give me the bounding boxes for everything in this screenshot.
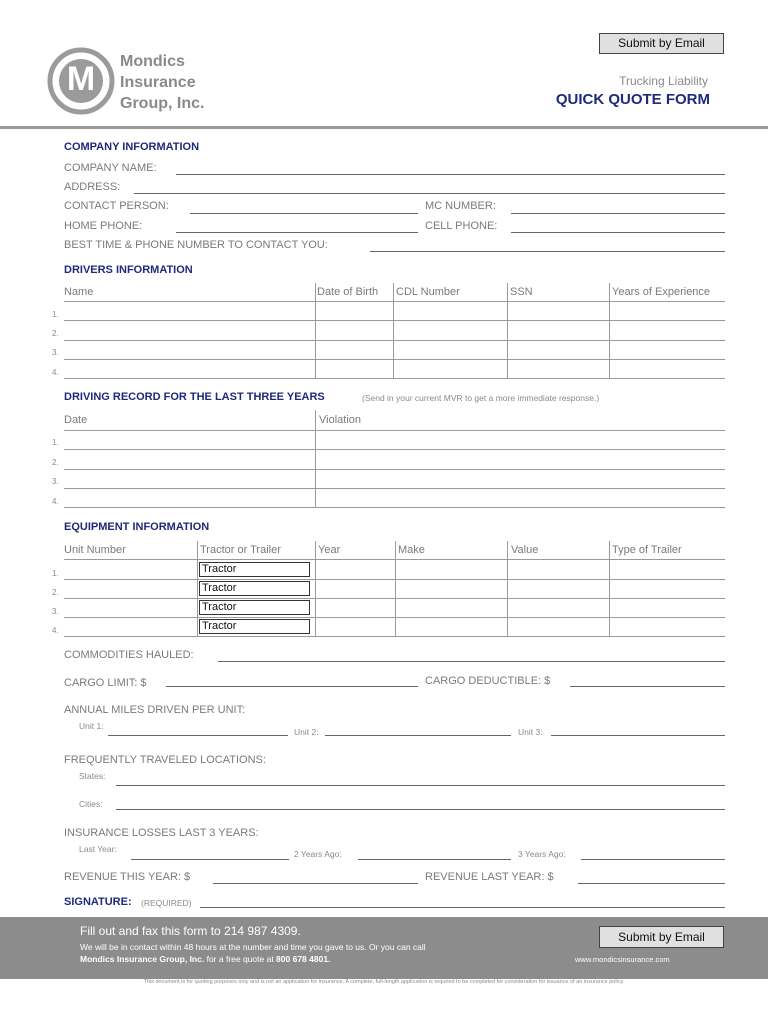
equip-row[interactable] <box>64 598 725 599</box>
drivers-col-divider <box>609 283 610 379</box>
footer-fax-line: Fill out and fax this form to 214 987 4309. <box>80 924 301 938</box>
signature-field[interactable] <box>200 907 725 908</box>
equip-row[interactable] <box>64 579 725 580</box>
record-row[interactable] <box>64 488 725 489</box>
label-unit3: Unit 3: <box>518 727 543 737</box>
label-losses: INSURANCE LOSSES LAST 3 YEARS: <box>64 827 259 839</box>
footer-bar <box>0 917 768 979</box>
record-col-violation: Violation <box>319 414 361 426</box>
home-phone-field[interactable] <box>176 232 418 233</box>
logo-text-line2: Insurance <box>120 74 196 91</box>
label-cities: Cities: <box>79 799 103 809</box>
drivers-row-number: 1. <box>52 310 59 319</box>
drivers-col-ssn: SSN <box>510 286 533 298</box>
section-equipment-info: EQUIPMENT INFORMATION <box>64 521 210 533</box>
drivers-col-experience: Years of Experience <box>612 286 711 298</box>
equip-col-make: Make <box>398 544 425 556</box>
equip-col-value: Value <box>511 544 539 556</box>
label-cell-phone: CELL PHONE: <box>425 220 498 232</box>
tractor-trailer-select[interactable]: Tractor <box>199 581 310 596</box>
drivers-col-divider <box>507 283 508 379</box>
footer-company-name: Mondics Insurance Group, Inc. <box>80 954 205 964</box>
record-col-divider <box>315 410 316 508</box>
label-unit1: Unit 1: <box>79 721 104 731</box>
footer-quote-line <box>80 954 330 964</box>
equip-row-number: 3. <box>52 607 59 616</box>
label-cargo-deductible: CARGO DEDUCTIBLE: $ <box>425 675 551 687</box>
equip-col-year: Year <box>318 544 341 556</box>
unit3-miles-field[interactable] <box>551 735 725 736</box>
drivers-row[interactable] <box>64 359 725 360</box>
label-states: States: <box>79 771 106 781</box>
label-cargo-limit: CARGO LIMIT: $ <box>64 677 147 689</box>
record-row-number: 4. <box>52 497 59 506</box>
unit1-miles-field[interactable] <box>108 735 288 736</box>
revenue-this-year-field[interactable] <box>213 883 418 884</box>
commodities-field[interactable] <box>218 661 725 662</box>
label-two-years: 2 Years Ago: <box>294 849 342 859</box>
equip-col-divider <box>315 541 316 637</box>
logo-text-line3: Group, Inc. <box>120 95 205 112</box>
label-contact-person: CONTACT PERSON: <box>64 200 169 212</box>
states-field[interactable] <box>116 785 725 786</box>
drivers-col-name: Name <box>64 286 94 298</box>
logo-letter: M <box>66 60 96 98</box>
company-name-field[interactable] <box>176 174 725 175</box>
drivers-row[interactable] <box>64 378 725 379</box>
drivers-col-divider <box>315 283 316 379</box>
equip-col-divider <box>197 541 198 637</box>
record-row-number: 2. <box>52 458 59 467</box>
drivers-row-number: 3. <box>52 348 59 357</box>
cargo-limit-field[interactable] <box>166 686 418 687</box>
tractor-trailer-select[interactable]: Tractor <box>199 600 310 615</box>
record-row-number: 3. <box>52 477 59 486</box>
cell-phone-field[interactable] <box>511 232 725 233</box>
equip-col-trailer-type: Type of Trailer <box>612 544 682 556</box>
cargo-deductible-field[interactable] <box>570 686 725 687</box>
logo-text-line1: Mondics <box>120 53 185 70</box>
losses-last-year-field[interactable] <box>131 859 289 860</box>
label-annual-miles: ANNUAL MILES DRIVEN PER UNIT: <box>64 704 246 716</box>
label-home-phone: HOME PHONE: <box>64 220 143 232</box>
equip-col-type: Tractor or Trailer <box>200 544 281 556</box>
equip-row-number: 1. <box>52 569 59 578</box>
record-row[interactable] <box>64 449 725 450</box>
drivers-row[interactable] <box>64 320 725 321</box>
drivers-col-dob: Date of Birth <box>317 286 379 298</box>
drivers-header-line <box>64 301 725 302</box>
label-revenue-last-year: REVENUE LAST YEAR: $ <box>425 871 554 883</box>
section-driving-record: DRIVING RECORD FOR THE LAST THREE YEARS <box>64 391 325 403</box>
label-mc-number: MC NUMBER: <box>425 200 496 212</box>
address-field[interactable] <box>134 193 725 194</box>
label-revenue-this-year: REVENUE THIS YEAR: $ <box>64 871 191 883</box>
submit-email-button-bottom[interactable]: Submit by Email <box>599 926 724 948</box>
company-logo <box>47 46 207 116</box>
drivers-col-cdl: CDL Number <box>396 286 460 298</box>
record-col-date: Date <box>64 414 88 426</box>
header-divider <box>0 126 768 129</box>
label-required: (REQUIRED) <box>141 898 192 908</box>
equip-row[interactable] <box>64 636 725 637</box>
record-row[interactable] <box>64 507 725 508</box>
footer-quote-text: for a free quote at <box>204 954 277 964</box>
mc-number-field[interactable] <box>511 213 725 214</box>
label-address: ADDRESS: <box>64 181 121 193</box>
label-company-name: COMPANY NAME: <box>64 162 157 174</box>
equip-row[interactable] <box>64 617 725 618</box>
drivers-row[interactable] <box>64 340 725 341</box>
losses-three-years-field[interactable] <box>581 859 725 860</box>
label-signature: SIGNATURE: <box>64 896 132 908</box>
submit-email-button-top[interactable]: Submit by Email <box>599 33 724 54</box>
tractor-trailer-select[interactable]: Tractor <box>199 619 310 634</box>
record-row[interactable] <box>64 469 725 470</box>
best-time-field[interactable] <box>370 251 725 252</box>
unit2-miles-field[interactable] <box>325 735 511 736</box>
section-company-info: COMPANY INFORMATION <box>64 141 200 153</box>
equip-col-divider <box>507 541 508 637</box>
form-subtitle: Trucking Liability <box>619 74 708 88</box>
equip-row-number: 2. <box>52 588 59 597</box>
equip-col-divider <box>395 541 396 637</box>
driving-record-note: (Send in your current MVR to get a more immediate response.) <box>362 393 600 403</box>
form-title: QUICK QUOTE FORM <box>555 91 710 108</box>
label-locations: FREQUENTLY TRAVELED LOCATIONS: <box>64 754 266 766</box>
drivers-col-divider <box>393 283 394 379</box>
losses-two-years-field[interactable] <box>358 859 511 860</box>
label-commodities: COMMODITIES HAULED: <box>64 649 194 661</box>
footer-website[interactable]: www.mondicsinsurance.com <box>575 955 670 964</box>
contact-person-field[interactable] <box>190 213 418 214</box>
label-last-year: Last Year: <box>79 844 117 854</box>
tractor-trailer-select[interactable]: Tractor <box>199 562 310 577</box>
record-header-line <box>64 430 725 431</box>
drivers-row-number: 4. <box>52 368 59 377</box>
disclaimer-text: This document is for quoting purposes only and is not an application for insurance. A complete, full-length application is required to be completed for consideration for issuance of an insurance policy. <box>143 979 625 985</box>
equip-col-unit: Unit Number <box>64 544 126 556</box>
revenue-last-year-field[interactable] <box>578 883 725 884</box>
footer-contact-line: We will be in contact within 48 hours at the number and time you gave to us. Or you can call <box>80 942 426 952</box>
label-unit2: Unit 2: <box>294 727 319 737</box>
label-best-time: BEST TIME & PHONE NUMBER TO CONTACT YOU: <box>64 239 328 251</box>
equip-row-number: 4. <box>52 626 59 635</box>
record-row-number: 1. <box>52 438 59 447</box>
equip-header-line <box>64 559 725 560</box>
cities-field[interactable] <box>116 809 725 810</box>
footer-phone: 800 678 4801. <box>276 954 331 964</box>
equip-col-divider <box>609 541 610 637</box>
section-drivers-info: DRIVERS INFORMATION <box>64 264 193 276</box>
drivers-row-number: 2. <box>52 329 59 338</box>
label-three-years: 3 Years Ago: <box>518 849 566 859</box>
